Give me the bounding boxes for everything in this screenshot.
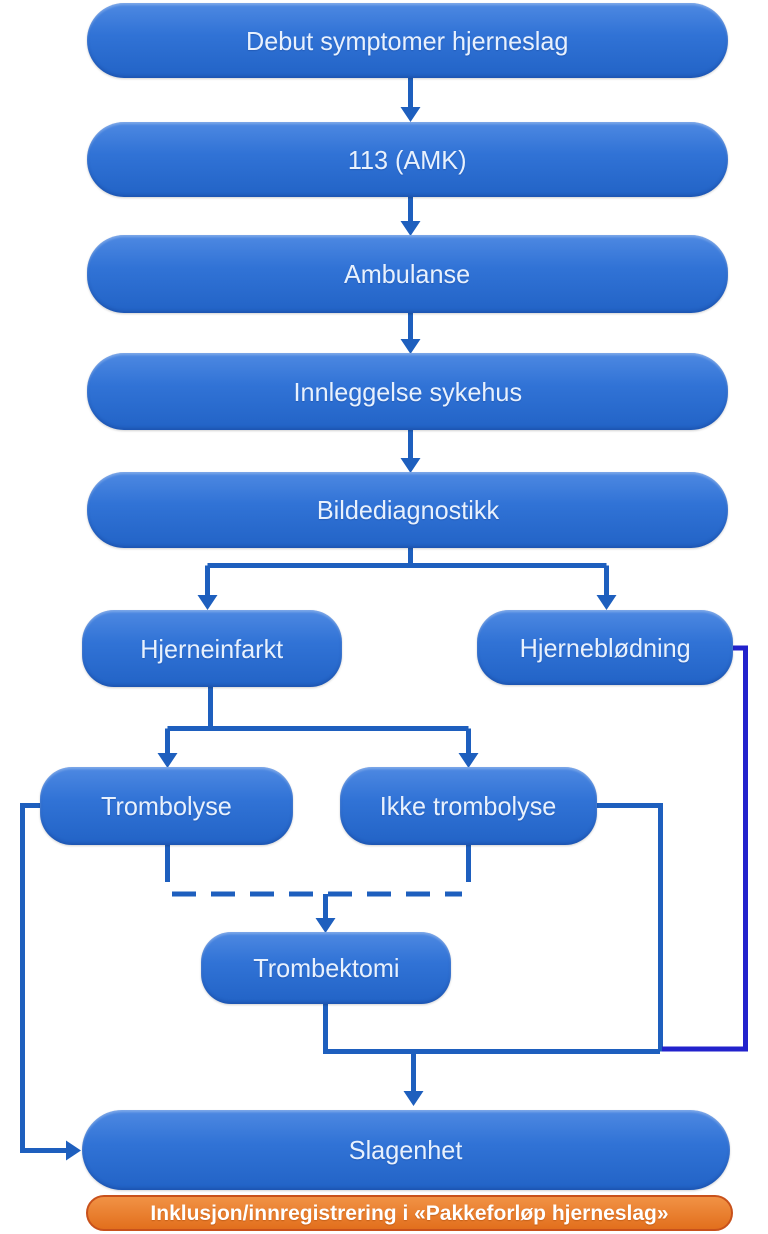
node-hjerneinfarkt [82,610,342,687]
connector-trombektomi-collector [326,1004,661,1052]
arrow-right-icon [66,1141,81,1161]
connector-hjernebloedning-slagenhet [662,648,746,1049]
arrow-down-icon [401,458,421,473]
arrow-down-icon [401,221,421,236]
node-debut-symptomer-hjerneslag [87,3,728,78]
node-label: Slagenhet [349,1135,463,1165]
node-label: Bildediagnostikk [316,495,499,525]
node-label: Hjerneinfarkt [140,633,284,664]
node-label: Ambulanse [344,259,471,289]
connector-ikke-trombolyse-collector [597,806,661,1052]
node-trombektomi [201,932,451,1004]
arrow-down-icon [198,595,218,610]
connector-trombolyse-slagenhet-loop [23,806,67,1151]
inclusion-banner [86,1195,733,1231]
arrow-down-icon [401,107,421,122]
node-label: Trombolyse [101,791,232,821]
node-hjernebloedning [477,610,733,685]
arrow-down-icon [401,339,421,354]
node-label: Debut symptomer hjerneslag [246,25,569,56]
node-trombolyse [40,767,293,845]
node-slagenhet [82,1110,730,1190]
node-innleggelse-sykehus [87,353,728,430]
node-bildediagnostikk [87,472,728,548]
arrow-down-icon [459,753,479,768]
arrow-down-icon [597,595,617,610]
node-113-amk [87,122,728,197]
arrow-down-icon [404,1091,424,1106]
connector-infarkt-branch [168,687,469,753]
node-label: Trombektomi [252,953,400,983]
arrow-down-icon [158,753,178,768]
banner-label: Inklusjon/innregistrering i «Pakkeforløp hjerneslag» [150,1201,669,1225]
node-label: Hjerneblødning [519,632,691,663]
node-label: Ikke trombolyse [380,791,557,821]
connector-bilde-branch [208,545,607,595]
node-label: 113 (AMK) [348,144,467,175]
node-ikke-trombolyse [340,767,597,845]
node-label: Innleggelse sykehus [293,376,522,407]
arrow-down-icon [316,918,336,933]
node-ambulanse [87,235,728,313]
